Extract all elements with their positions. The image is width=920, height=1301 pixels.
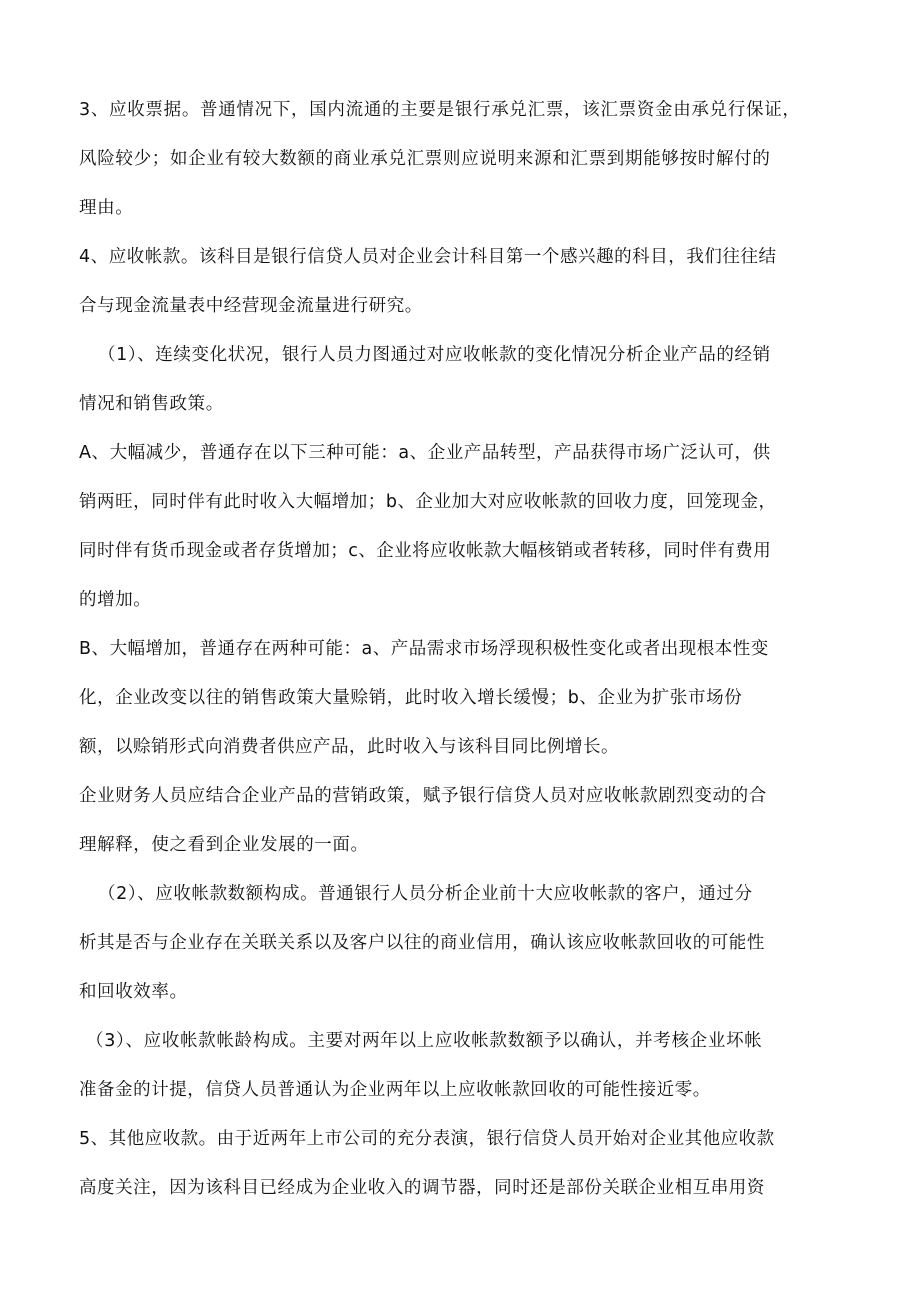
text-line: 企业财务人员应结合企业产品的营销政策，赋予银行信贷人员对应收帐款剧烈变动的合: [79, 786, 767, 806]
text-line: 理解释，使之看到企业发展的一面。: [79, 835, 369, 855]
text-line: 高度关注，因为该科目已经成为企业收入的调节器，同时还是部份关联企业相互串用资: [79, 1178, 765, 1198]
text-line: 合与现金流量表中经营现金流量进行研究。: [79, 296, 423, 316]
text-line: 准备金的计提，信贷人员普通认为企业两年以上应收帐款回收的可能性接近零。: [79, 1080, 711, 1100]
text-line: （2）、应收帐款数额构成。普通银行人员分析企业前十大应收帐款的客户，通过分: [98, 884, 753, 904]
text-line: 额，以赊销形式向消费者供应产品，此时收入与该科目同比例增长。: [79, 737, 619, 757]
text-line: （1）、连续变化状况，银行人员力图通过对应收帐款的变化情况分析企业产品的经销: [98, 345, 771, 365]
text-line: B、大幅增加，普通存在两种可能：a、产品需求市场浮现积极性变化或者出现根本性变: [79, 639, 769, 659]
text-line: （3）、应收帐款帐龄构成。主要对两年以上应收帐款数额予以确认，并考核企业坏帐: [86, 1031, 763, 1051]
text-line: 5、其他应收款。由于近两年上市公司的充分表演，银行信贷人员开始对企业其他应收款: [79, 1129, 775, 1149]
text-line: 情况和销售政策。: [79, 394, 224, 414]
text-line: 理由。: [79, 198, 134, 218]
text-line: 4、应收帐款。该科目是银行信贷人员对企业会计科目第一个感兴趣的科目，我们往往结: [79, 247, 777, 267]
text-line: 的增加。: [79, 590, 152, 610]
text-line: 析其是否与企业存在关联关系以及客户以往的商业信用，确认该应收帐款回收的可能性: [79, 933, 765, 953]
text-line: 3、应收票据。普通情况下，国内流通的主要是银行承兑汇票，该汇票资金由承兑行保证，: [79, 100, 801, 120]
text-line: 化，企业改变以往的销售政策大量赊销，此时收入增长缓慢；b、企业为扩张市场份: [79, 688, 743, 708]
text-line: 销两旺，同时伴有此时收入大幅增加；b、企业加大对应收帐款的回收力度，回笼现金，: [79, 492, 777, 512]
text-line: 风险较少；如企业有较大数额的商业承兑汇票则应说明来源和汇票到期能够按时解付的: [79, 149, 771, 169]
text-line: 同时伴有货币现金或者存货增加；c、企业将应收帐款大幅核销或者转移，同时伴有费用: [79, 541, 772, 561]
text-line: 和回收效率。: [79, 982, 188, 1002]
text-line: A、大幅减少，普通存在以下三种可能：a、企业产品转型，产品获得市场广泛认可，供: [79, 443, 771, 463]
